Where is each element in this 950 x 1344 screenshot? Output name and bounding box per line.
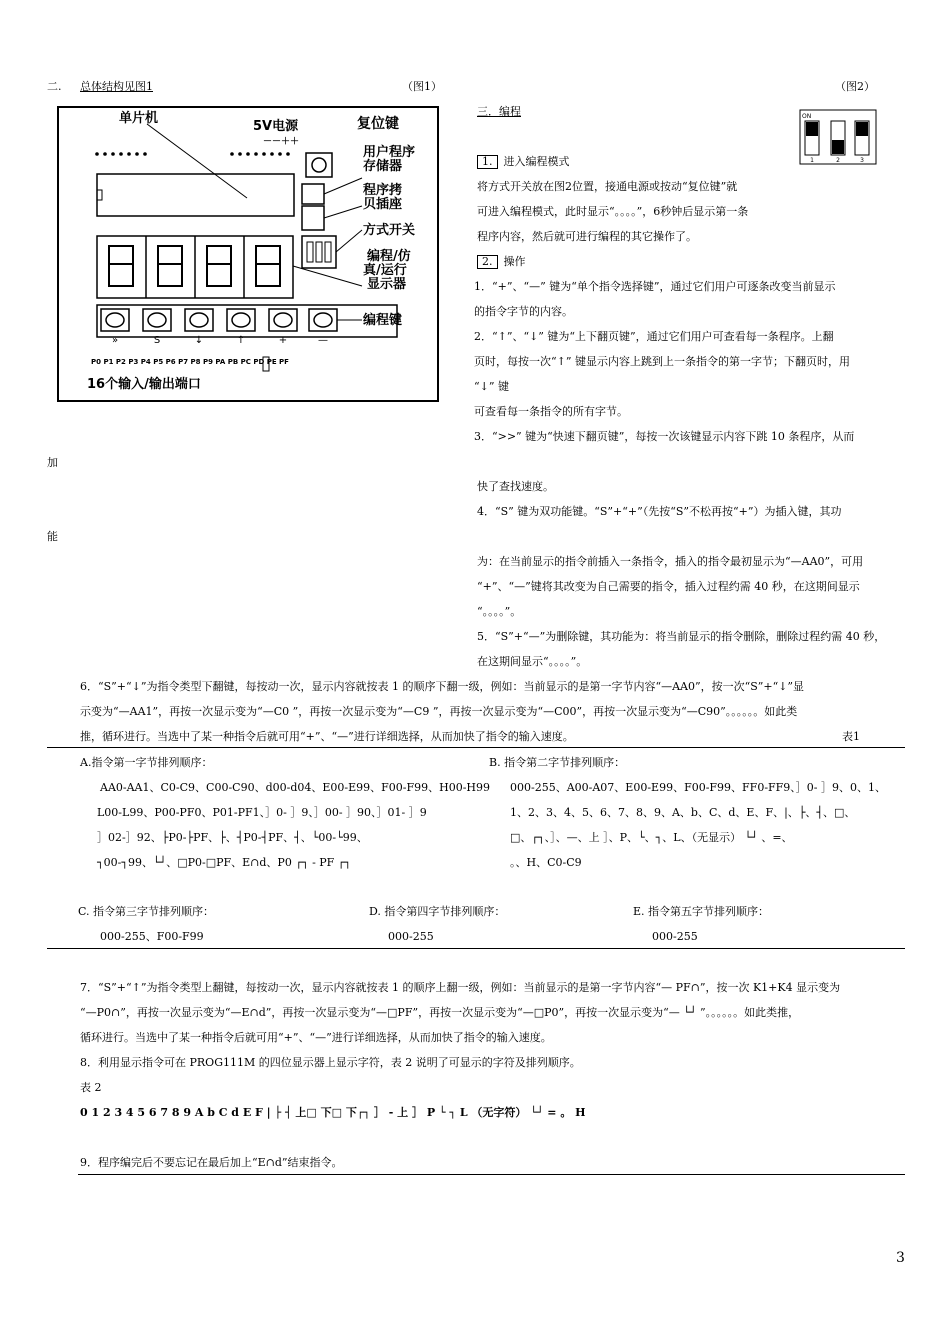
ports-label: 16个输入/输出端口	[87, 377, 201, 392]
dip-switch-figure	[799, 109, 877, 165]
bottom-rule	[78, 1174, 905, 1175]
board-diagram-figure	[57, 106, 439, 402]
table1-label: 表1	[842, 730, 860, 743]
section2-number: 二.	[47, 80, 62, 93]
ops-line: 页时，每按一次“↑” 键显示内容上跳到上一条指令的第一字节；下翻页时，用	[474, 355, 850, 368]
port-pin-labels: P0 P1 P2 P3 P4 P5 P6 P7 P8 P9 PA PB PC PD PE PF	[91, 358, 289, 366]
table1-a-line: ］02-］92、├P0-├PF、├、┤P0-┤PF、┤、└00-└99、	[97, 831, 368, 844]
p9-text: 9．程序编完后不要忘记在最后加上“E∩d”结束指令。	[80, 1156, 343, 1169]
key-down-icon: ↓	[194, 335, 204, 346]
table1-e-title: E. 指令第五字节排列顺序：	[633, 905, 770, 918]
enter-para-line: 将方式开关放在图2位置，接通电源或按动“复位键”就	[477, 180, 738, 193]
p6-line: 推，循环进行。当选中了某一种指令后就可用“+”、“—”进行详细选择，从而加快了指令的输入速度。	[80, 730, 574, 743]
margin-char: 能	[47, 530, 58, 543]
table1-d-title: D. 指令第四字节排列顺序：	[369, 905, 506, 918]
ops-line: 4．“S” 键为双功能键。“S”+“+”（先按“S”不松再按“+”）为插入键，其功	[477, 505, 842, 518]
dip-num-2: 2	[836, 157, 840, 164]
key-minus-icon: —	[318, 335, 328, 346]
section2-title: 总体结构见图1	[80, 80, 153, 93]
user-memory-label-1: 用户程序	[363, 145, 416, 160]
display-label-2: 真/运行	[363, 263, 407, 278]
ops-line: “↓” 键	[474, 380, 509, 393]
sub2-number: 2.	[477, 255, 498, 269]
table1-a-title: A.指令第一字节排列顺序：	[80, 756, 213, 769]
fig1-caption: （图1）	[402, 80, 442, 93]
ops-line: 3．“>>” 键为“快速下翻页键”，每按一次该键显示内容下跳 10 条程序，从而	[474, 430, 855, 443]
fig2-caption: （图2）	[835, 80, 875, 93]
table1-b-line: 。、H、C0-C9	[510, 856, 582, 869]
ops-line: 的指令字节的内容。	[474, 305, 573, 318]
sub2-title: 操作	[503, 255, 526, 268]
display-label-3: 显示器	[367, 277, 407, 292]
power-pins-label: －－＋＋	[263, 137, 300, 147]
p7-line: 循环进行。当选中了某一种指令后就可用“+”、“—”进行详细选择，从而加快了指令的输入速度。	[80, 1031, 552, 1044]
dip-on-label: ON	[802, 113, 812, 120]
table1-c-value: 000-255、F00-F99	[100, 930, 204, 943]
sub1-number: 1.	[477, 155, 498, 169]
key-plus-icon: +	[278, 335, 288, 346]
key-fast-icon: »	[111, 335, 119, 346]
margin-char: 加	[47, 456, 58, 469]
ops-line: 可查看每一条指令的所有字节。	[474, 405, 628, 418]
program-key-label: 编程键	[363, 313, 403, 328]
ops-line: 5．“S”+“—”为删除键，其功能为：将当前显示的指令删除，删除过程约需 40 秒，	[477, 630, 886, 643]
ops-line: 1．“+”、“—” 键为“单个指令选择键”，通过它们用户可逐条改变当前显示	[474, 280, 836, 293]
table1-b-line: 000-255、A00-A07、E00-E99、F00-F99、FF0-FF9、］0- ］9、0、1、	[510, 781, 887, 794]
user-memory-label-2: 存储器	[363, 159, 403, 174]
enter-para-line: 程序内容，然后就可进行编程的其它操作了。	[477, 230, 697, 243]
table1-top-rule	[47, 747, 905, 748]
table1-b-line: □、┌┐、］、—、上 ］、P、└、┐、L、（无显示） └┘ 、=、	[510, 831, 793, 844]
ops-line: “。。。。”。	[477, 605, 522, 618]
table1-e-value: 000-255	[652, 930, 698, 943]
table1-a-line: ┐00-┐99、└┘、□P0-□PF、E∩d、P0 ┌┐ - PF ┌┐	[97, 856, 352, 869]
ops-line: 在这期间显示“。。。。”。	[477, 655, 588, 668]
p7-line: 7．“S”+“↑”为指令类型上翻键，每按动一次，显示内容就按表 1 的顺序上翻一级，例如：当前显示的是第一字节内容“— PF∩”，按一次 K1+K4 显示变为	[80, 981, 841, 994]
power-label: 5V电源	[253, 119, 299, 134]
p6-line: 6．“S”+“↓”为指令类型下翻键，每按动一次，显示内容就按表 1 的顺序下翻一级，例如：当前显示的是第一字节内容“—AA0”，按一次“S”+“↓”显	[80, 680, 805, 693]
ops-line: 快了查找速度。	[477, 480, 554, 493]
table1-c-title: C. 指令第三字节排列顺序：	[78, 905, 215, 918]
table1-a-line: AA0-AA1、C0-C9、C00-C90、d00-d04、E00-E99、F00-F99、H00-H99	[100, 781, 491, 794]
enter-para-line: 可进入编程模式，此时显示“。。。。”，6秒钟后显示第一条	[477, 205, 749, 218]
table1-a-line: L00-L99、P00-PF0、P01-PF1、］0- ］9、］00- ］90、］01- ］9	[97, 806, 427, 819]
sub1-heading	[477, 155, 570, 169]
table1-b-line: 1、2、3、4、5、6、7、8、9、A、b、C、d、E、F、|、├、┤、□、	[510, 806, 856, 819]
table2-label: 表 2	[80, 1081, 102, 1094]
dip-num-1: 1	[810, 157, 814, 164]
table1-bottom-rule	[47, 948, 905, 949]
table2-chars: 0 1 2 3 4 5 6 7 8 9 A b C d E F | ├ ┤ 上□ 下□ 下┌┐ ］ - 上 ］ P └ ┐ L （无字符） └┘ = 。 H	[80, 1106, 586, 1119]
p8-text: 8．利用显示指令可在 PROG111M 的四位显示器上显示字符，表 2 说明了可显示的字符及排列顺序。	[80, 1056, 581, 1069]
mcu-label: 单片机	[119, 111, 159, 126]
socket-label-2: 贝插座	[363, 197, 403, 212]
table1-b-title: B. 指令第二字节排列顺序：	[489, 756, 626, 769]
sub2-heading	[477, 255, 526, 269]
ops-line: 2．“↑”、“↓” 键为“上下翻页键”，通过它们用户可查看每一条程序。上翻	[474, 330, 834, 343]
table1-d-value: 000-255	[388, 930, 434, 943]
key-up-icon: ↑	[236, 335, 246, 346]
key-s-label: S	[153, 335, 161, 346]
socket-label-1: 程序拷	[363, 183, 403, 198]
p6-line: 示变为“—AA1”，再按一次显示变为“—C0 ”，再按一次显示变为“—C9 ”，再按一次显示变为“—C00”，再按一次显示变为“—C90”。。。。。。如此类	[80, 705, 798, 718]
dip-num-3: 3	[860, 157, 864, 164]
reset-label: 复位键	[357, 116, 399, 132]
display-label-1: 编程/仿	[367, 249, 411, 264]
ops-line: “+”、“—”键将其改变为自己需要的指令，插入过程约需 40 秒，在这期间显示	[477, 580, 860, 593]
page-number: 3	[896, 1250, 905, 1266]
sub1-title: 进入编程模式	[503, 155, 570, 168]
section3-title: 三．编程	[477, 105, 521, 118]
mode-switch-label: 方式开关	[363, 223, 416, 238]
ops-line: 为：在当前显示的指令前插入一条指令，插入的指令最初显示为“—AA0”，可用	[477, 555, 864, 568]
p7-line: “—P0∩”，再按一次显示变为“—E∩d”，再按一次显示变为“—□PF”，再按一次显示变为“—□P0”，再按一次显示变为“— └┘ ”。。。。。。如此类推，	[80, 1006, 800, 1019]
